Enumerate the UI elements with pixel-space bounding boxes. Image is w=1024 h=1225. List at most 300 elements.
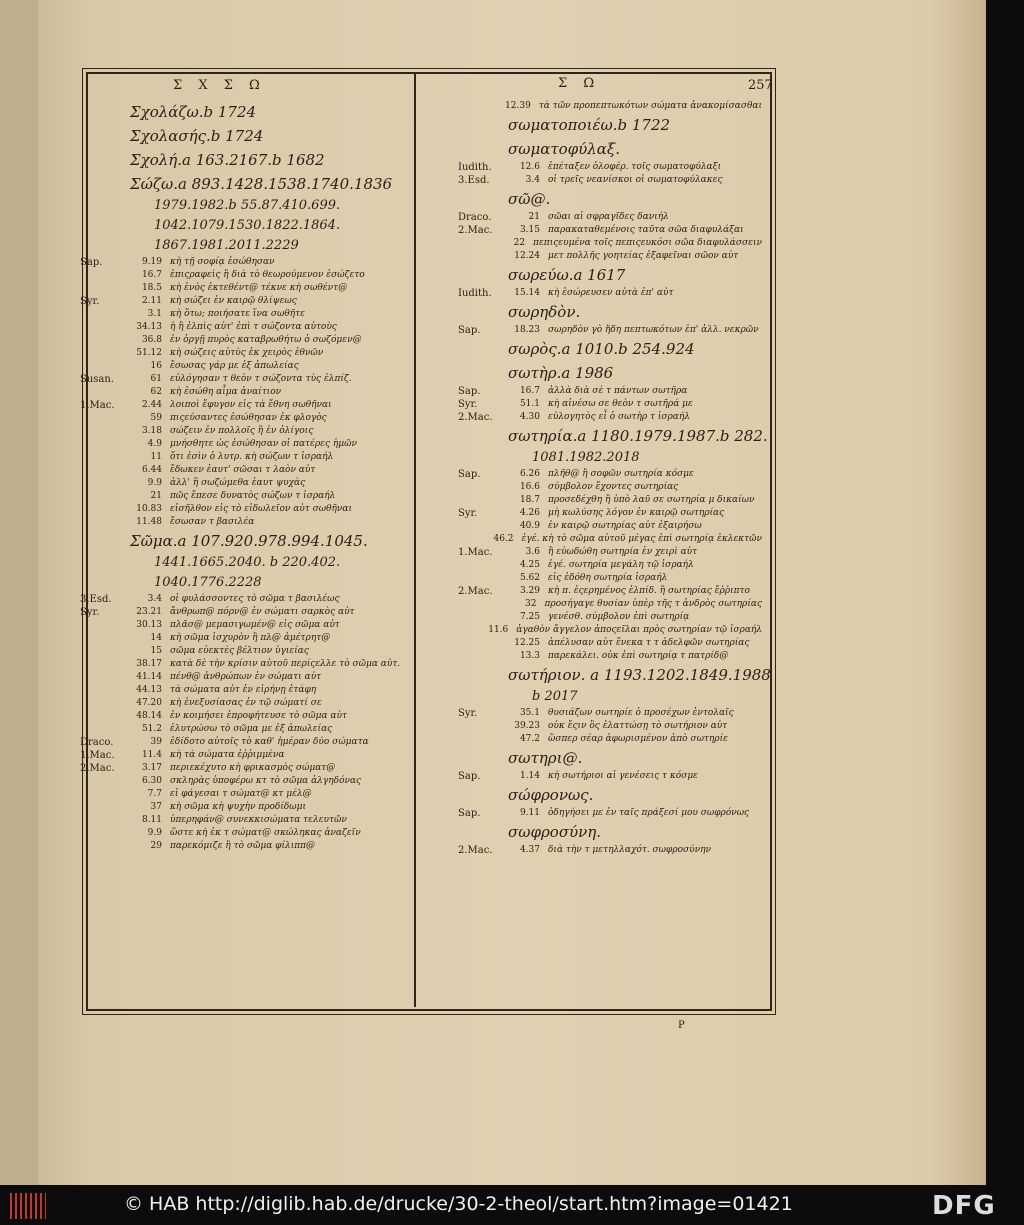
- source-abbrev: Syr.: [458, 508, 478, 519]
- entry-row: [458, 211, 762, 224]
- source-abbrev: Draco.: [458, 212, 492, 223]
- verse-reference: 15.14: [514, 288, 540, 298]
- quotation-text: ἐπιςραφεὶς ἢ διὰ τὸ θεωρούμενον ἐσώζετο: [170, 270, 365, 280]
- source-abbrev: [80, 360, 124, 373]
- headword: Σώζω.a 893.1428.1538.1740.1836: [130, 175, 393, 193]
- entry-row: [458, 707, 762, 720]
- verse-reference: 4.26: [519, 508, 540, 518]
- headword: Σχολασής.b 1724: [130, 127, 264, 145]
- verse-reference: 8.11: [141, 815, 162, 825]
- quotation-text: ἔδωκεν ἑαυτ' σῶσαι τ λαὸν αὐτ: [170, 465, 316, 475]
- entry-row: [458, 611, 762, 624]
- source-abbrev: [80, 425, 124, 438]
- entry-row: [458, 585, 762, 598]
- source-abbrev: [458, 237, 494, 250]
- entry-row: [80, 710, 410, 723]
- column-divider: [414, 72, 416, 1007]
- entry-row: [458, 520, 762, 533]
- quotation-text: κὴ σωτήριοι αἱ γενέσεις τ κόσμε: [548, 771, 698, 781]
- entry-row: [80, 723, 410, 736]
- headword-refs-continued: 1441.1665.2040. b 220.402.: [154, 555, 341, 570]
- quotation-text: ὑπερηφάν@ συνεκκισώματα τελευτῶν: [170, 815, 347, 825]
- quotation-text: σύμβολον ἔχοντες σωτηρίας: [548, 482, 679, 492]
- source-abbrev: [80, 632, 124, 645]
- entry-row: [80, 282, 410, 295]
- headword-refs-continued: 1081.1982.2018: [532, 450, 640, 465]
- verse-reference: 37: [150, 802, 162, 812]
- verse-reference: 51.1: [519, 399, 540, 409]
- source-abbrev: [80, 684, 124, 697]
- headword: σωματοποιέω.b 1722: [508, 116, 671, 134]
- verse-reference: 38.17: [136, 659, 162, 669]
- quotation-text: ἐγέ. κὴ τὸ σῶμα αὐτοῦ μέγας ἐπὶ σωτηρίᾳ ἐκλεκτῶν: [521, 534, 762, 544]
- entry-row: [80, 321, 410, 334]
- quotation-text: ἄνθρωπ@ πόρν@ ἐν σώματι σαρκὸς αὐτ: [170, 607, 355, 617]
- quotation-text: παρεκόμιζε ἢ τὸ σῶμα φίλιππ@: [170, 841, 316, 851]
- source-abbrev: [80, 710, 124, 723]
- source-abbrev: Iudith.: [458, 162, 492, 173]
- quotation-text: ἐδίδοτο αὐτοῖς τὸ καθ' ἡμέραν δύο σώματα: [170, 737, 369, 747]
- entry-row: [80, 477, 410, 490]
- entry-row: [80, 788, 410, 801]
- entry-row: [458, 720, 762, 733]
- quotation-text: ἔσωσας γάρ με ἐξ ἀπωλείας: [170, 361, 299, 371]
- quotation-text: πῶς ἔπεσε δυνατὸς σώζων τ ἰσραήλ: [170, 491, 336, 501]
- verse-reference: 29: [150, 841, 162, 851]
- quotation-text: κὴ ἐνεξυσίασας ἐν τῷ σώματί σε: [170, 698, 322, 708]
- source-abbrev: [80, 438, 124, 451]
- quotation-text: προσεδέχθη ἢ ὑπὸ λαῦ σε σωτηρία μ δικαίων: [548, 495, 755, 505]
- entry-row: [458, 770, 762, 783]
- entry-row: [80, 256, 410, 269]
- verse-reference: 6.30: [141, 776, 162, 786]
- verse-reference: 12.6: [519, 162, 540, 172]
- book-page: [38, 0, 986, 1185]
- quotation-text: οἱ φυλάσσοντες τὸ σῶμα τ βασιλέως: [170, 594, 340, 604]
- entry-row: [80, 697, 410, 710]
- entry-row: [80, 308, 410, 321]
- source-abbrev: [80, 801, 124, 814]
- verse-reference: 10.83: [136, 504, 162, 514]
- headword: σωτήριον. a 1193.1202.1849.1988: [508, 666, 771, 684]
- entry-row: [80, 814, 410, 827]
- signature-mark: P: [678, 1020, 685, 1031]
- entry-row: [80, 386, 410, 399]
- verse-reference: 4.37: [519, 845, 540, 855]
- verse-reference: 47.2: [519, 734, 540, 744]
- source-abbrev: [458, 100, 497, 113]
- quotation-text: μνήσθητε ὡς ἐσώθησαν οἱ πατέρες ἡμῶν: [170, 439, 357, 449]
- quotation-text: ἔσωσαν τ βασιλέα: [170, 517, 255, 527]
- headword: Σῶμα.a 107.920.978.994.1045.: [130, 532, 368, 550]
- headword: σωτηρι@.: [508, 749, 583, 767]
- source-abbrev: [80, 671, 124, 684]
- quotation-text: σῶαι αἱ σφραγῖδες δανιήλ: [548, 212, 669, 222]
- quotation-text: τὰ τῶν προπεπτωκότων σώματα ἀνακομίσασθαι: [538, 101, 762, 111]
- entry-row: [80, 619, 410, 632]
- headword: σωρὸς.a 1010.b 254.924: [508, 340, 695, 358]
- source-abbrev: Susan.: [80, 374, 115, 385]
- source-abbrev: [458, 650, 502, 663]
- verse-reference: 48.14: [136, 711, 162, 721]
- source-abbrev: Sap.: [458, 771, 481, 782]
- entry-row: [458, 494, 762, 507]
- entry-row: [458, 411, 762, 424]
- entry-row: [80, 658, 410, 671]
- verse-reference: 44.13: [136, 685, 162, 695]
- source-abbrev: [80, 723, 124, 736]
- quotation-text: σωρηδὸν γὸ ἤδη πεπτωκότων ἐπ' ἀλλ. νεκρῶν: [548, 325, 759, 335]
- source-abbrev: [80, 827, 124, 840]
- entry-row: [458, 598, 762, 611]
- verse-reference: 1.14: [519, 771, 540, 781]
- source-abbrev: [458, 559, 502, 572]
- source-abbrev: 2.Mac.: [458, 845, 493, 856]
- quotation-text: ἀλλὰ διὰ σὲ τ πάντων σωτῆρα: [548, 386, 688, 396]
- source-abbrev: Draco.: [80, 737, 114, 748]
- quotation-text: κὴ σῶμα ἰσχυρὸν ἢ πλ@ ἀμέτρητ@: [170, 633, 331, 643]
- source-abbrev: [80, 412, 124, 425]
- entry-row: [458, 572, 762, 585]
- verse-reference: 18.23: [514, 325, 540, 335]
- source-abbrev: [80, 503, 124, 516]
- source-abbrev: [80, 464, 124, 477]
- entry-row: [80, 645, 410, 658]
- entry-row: [80, 399, 410, 412]
- quotation-text: περιεκέχυτο κὴ φρικασμὸς σώματ@: [170, 763, 336, 773]
- entry-row: [458, 733, 762, 746]
- quotation-text: ἀπέλυσαν αὐτ ἕνεκα τ τ ἀδελφῶν σωτηρίας: [548, 638, 750, 648]
- entry-row: [458, 546, 762, 559]
- quotation-text: σῶμα εὐεκτὲς βέλτιον ὑγιείας: [170, 646, 309, 656]
- headword: σωτὴρ.a 1986: [508, 364, 614, 382]
- source-abbrev: [80, 645, 124, 658]
- source-abbrev: [458, 481, 502, 494]
- verse-reference: 4.25: [519, 560, 540, 570]
- quotation-text: ἐν ὀργῇ πυρὸς καταβρωθήτω ὁ σωζόμεν@: [170, 335, 362, 345]
- entry-row: [80, 736, 410, 749]
- entry-row: [80, 801, 410, 814]
- source-abbrev: 2.Mac.: [458, 586, 493, 597]
- source-abbrev: Sap.: [458, 325, 481, 336]
- verse-reference: 51.2: [141, 724, 162, 734]
- entry-row: [80, 347, 410, 360]
- verse-reference: 11: [150, 452, 162, 462]
- source-abbrev: 3.Esd.: [458, 175, 490, 186]
- verse-reference: 61: [150, 374, 162, 384]
- verse-reference: 2.11: [141, 296, 162, 306]
- quotation-text: κὴ τῇ σοφίᾳ ἐσώθησαν: [170, 257, 275, 267]
- source-abbrev: [80, 282, 124, 295]
- entry-row: [80, 606, 410, 619]
- source-abbrev: [80, 451, 124, 464]
- verse-reference: 3.6: [525, 547, 540, 557]
- source-abbrev: [458, 624, 485, 637]
- source-abbrev: Sap.: [458, 469, 481, 480]
- quotation-text: εὐλογητὸς εἶ ὁ σωτὴρ τ ἰσραήλ: [548, 412, 690, 422]
- verse-reference: 12.39: [505, 101, 531, 111]
- quotation-text: ὥσπερ σέαρ ἀφωρισμένον ἀπὸ σωτηρίε: [548, 734, 728, 744]
- entry-row: [80, 334, 410, 347]
- quotation-text: σώζειν ἐν πολλοῖς ἢ ἐν ὀλίγοις: [170, 426, 314, 436]
- verse-reference: 46.2: [493, 534, 514, 544]
- entry-row: [458, 507, 762, 520]
- source-abbrev: [458, 611, 502, 624]
- verse-reference: 9.9: [147, 478, 162, 488]
- entry-row: [458, 637, 762, 650]
- dfg-logo: DFG: [932, 1191, 996, 1221]
- source-abbrev: Sap.: [458, 808, 481, 819]
- source-url[interactable]: © HAB http://diglib.hab.de/drucke/30-2-theol/start.htm?image=01421: [124, 1193, 793, 1215]
- entry-row: [458, 287, 762, 300]
- headword: Σχολή.a 163.2167.b 1682: [130, 151, 325, 169]
- verse-reference: 2.44: [141, 400, 162, 410]
- verse-reference: 9.19: [141, 257, 162, 267]
- verse-reference: 3.17: [141, 763, 162, 773]
- quotation-text: πλῆθ@ ἢ σοφῶν σωτηρία κόσμε: [548, 469, 694, 479]
- source-abbrev: [80, 814, 124, 827]
- verse-reference: 16.7: [141, 270, 162, 280]
- source-abbrev: 1.Mac.: [80, 400, 115, 411]
- verse-reference: 16.6: [519, 482, 540, 492]
- headword: σώφρονως.: [508, 786, 594, 804]
- source-abbrev: 2.Mac.: [458, 225, 493, 236]
- quotation-text: κὴ ἑνὸς ἐκτεθέντ@ τέκνε κὴ σωθέντ@: [170, 283, 348, 293]
- quotation-text: ἐλυτρώσω τὸ σῶμα με ἐξ ἀπωλείας: [170, 724, 333, 734]
- verse-reference: 7.7: [147, 789, 162, 799]
- headword-refs-continued: 1867.1981.2011.2229: [154, 238, 299, 253]
- entry-row: [458, 533, 762, 546]
- source-abbrev: [80, 658, 124, 671]
- quotation-text: κὴ ἐσώθη αἷμα ἀναίτιον: [170, 387, 282, 397]
- verse-reference: 11.4: [141, 750, 162, 760]
- headword-refs-continued: 1979.1982.b 55.87.410.699.: [154, 198, 341, 213]
- source-abbrev: Syr.: [80, 296, 100, 307]
- verse-reference: 22: [513, 238, 526, 248]
- verse-reference: 4.30: [519, 412, 540, 422]
- verse-reference: 3.15: [519, 225, 540, 235]
- verse-reference: 51.12: [136, 348, 162, 358]
- source-abbrev: Sap.: [80, 257, 103, 268]
- entry-row: [458, 100, 762, 113]
- verse-reference: 12.25: [514, 638, 540, 648]
- source-abbrev: [80, 269, 124, 282]
- verse-reference: 39: [150, 737, 162, 747]
- source-abbrev: [80, 788, 124, 801]
- entry-row: [80, 360, 410, 373]
- verse-reference: 15: [150, 646, 162, 656]
- source-abbrev: [458, 494, 502, 507]
- source-abbrev: [80, 697, 124, 710]
- source-abbrev: [80, 347, 124, 360]
- quotation-text: προσήγαγε θυσίαν ὑπὲρ τῆς τ ἀνδρὸς σωτηρίας: [544, 599, 762, 609]
- verse-reference: 11.6: [488, 625, 509, 635]
- headword: σῶ@.: [508, 190, 551, 208]
- entry-row: [80, 373, 410, 386]
- verse-reference: 4.9: [147, 439, 162, 449]
- quotation-text: ἢ εὐωδώθη σωτηρία ἐν χειρὶ αὐτ: [548, 547, 698, 557]
- source-abbrev: [458, 250, 502, 263]
- verse-reference: 6.44: [141, 465, 162, 475]
- source-abbrev: [80, 477, 124, 490]
- verse-reference: 3.18: [141, 426, 162, 436]
- source-abbrev: [80, 840, 124, 853]
- verse-reference: 32: [525, 599, 537, 609]
- verse-reference: 12.24: [514, 251, 540, 261]
- verse-reference: 16: [150, 361, 162, 371]
- entry-row: [458, 844, 762, 857]
- source-abbrev: Syr.: [80, 607, 100, 618]
- source-abbrev: [458, 720, 502, 733]
- entry-row: [80, 269, 410, 282]
- quotation-text: μετ πολλῆς γοητείας ἐξαφεῖναι σῶον αὐτ: [548, 251, 739, 261]
- source-abbrev: [458, 637, 502, 650]
- entry-row: [458, 807, 762, 820]
- entry-row: [458, 324, 762, 337]
- verse-reference: 59: [150, 413, 162, 423]
- source-abbrev: 2.Mac.: [458, 412, 493, 423]
- quotation-text: ὥστε κὴ ἐκ τ σώματ@ σκώληκας ἀναζεῖν: [170, 828, 361, 838]
- quotation-text: παρακαταθεμένοις ταῦτα σῶα διαφυλάξαι: [548, 225, 744, 235]
- quotation-text: κὴ αἰνέσω σε θεὸν τ σωτῆρά με: [548, 399, 693, 409]
- quotation-text: θυσιάζων σωτηρίε ὁ προσέχων ἐντολαῖς: [548, 708, 734, 718]
- entry-row: [458, 559, 762, 572]
- quotation-text: μὴ κωλύσης λόγον ἐν καιρῷ σωτηρίας: [548, 508, 725, 518]
- quotation-text: κατὰ δὲ τὴν κρίσιν αὐτοῦ περίςελλε τὸ σῶμα αὐτ.: [170, 659, 401, 669]
- quotation-text: σκληρὰς ὑποφέρω κτ τὸ σῶμα ἀλγηδόνας: [170, 776, 362, 786]
- source-abbrev: [80, 321, 124, 334]
- entry-row: [80, 516, 410, 529]
- verse-reference: 21: [150, 491, 162, 501]
- quotation-text: γενέσθ. σύμβολον ἐπὶ σωτηρίᾳ: [548, 612, 690, 622]
- verse-reference: 7.25: [519, 612, 540, 622]
- entry-row: [458, 174, 762, 187]
- entry-row: [80, 775, 410, 788]
- verse-reference: 13.3: [519, 651, 540, 661]
- verse-reference: 18.5: [141, 283, 162, 293]
- verse-reference: 62: [150, 387, 162, 397]
- left-column: [80, 100, 410, 853]
- entry-row: [458, 624, 762, 637]
- entry-row: [80, 840, 410, 853]
- quotation-text: εἰσῆλθον εἰς τὸ εἰδωλεῖον αὐτ σωθῆναι: [170, 504, 352, 514]
- headword-refs-continued: b 2017: [532, 689, 578, 704]
- entry-row: [80, 503, 410, 516]
- entry-row: [458, 385, 762, 398]
- headword: σωφροσύνη.: [508, 823, 602, 841]
- source-abbrev: [458, 533, 488, 546]
- verse-reference: 47.20: [136, 698, 162, 708]
- source-abbrev: [80, 308, 124, 321]
- quotation-text: πλᾶσ@ μεμασιγωμέν@ εἰς σῶμα αὐτ: [170, 620, 340, 630]
- verse-reference: 9.11: [519, 808, 540, 818]
- source-abbrev: Sap.: [458, 386, 481, 397]
- quotation-text: κὴ τὰ σώματα ἐῤῥιμμένα: [170, 750, 285, 760]
- verse-reference: 21: [528, 212, 540, 222]
- quotation-text: κὴ σῶμα κὴ ψυχὴν προδίδωμι: [170, 802, 306, 812]
- source-abbrev: Syr.: [458, 708, 478, 719]
- entry-row: [80, 464, 410, 477]
- quotation-text: ὅτι ἐσὶν ὁ λυτρ. κὴ σώζων τ ἰσραήλ: [170, 452, 334, 462]
- source-abbrev: 1.Mac.: [80, 750, 115, 761]
- entry-row: [80, 749, 410, 762]
- verse-reference: 40.9: [519, 521, 540, 531]
- verse-reference: 30.13: [136, 620, 162, 630]
- quotation-text: πιςεύσαντες ἐσώθησαν ἐκ φλογὸς: [170, 413, 327, 423]
- source-abbrev: [458, 733, 502, 746]
- verse-reference: 11.48: [136, 517, 162, 527]
- entry-row: [80, 827, 410, 840]
- source-abbrev: [458, 520, 502, 533]
- entry-row: [80, 490, 410, 503]
- quotation-text: λοιποὶ ἔφυγον εἰς τὰ ἔθνη σωθῆναι: [170, 400, 332, 410]
- source-abbrev: [458, 598, 500, 611]
- entry-row: [458, 650, 762, 663]
- source-abbrev: [80, 619, 124, 632]
- viewer-footer: [0, 1185, 1024, 1225]
- quotation-text: ὁδηγήσει με ἐν ταῖς πράξεσί μου σωφρόνως: [548, 808, 750, 818]
- source-abbrev: [80, 334, 124, 347]
- verse-reference: 9.9: [147, 828, 162, 838]
- source-abbrev: Iudith.: [458, 288, 492, 299]
- quotation-text: οὐκ ἔςιν ὃς ἐλαττώσῃ τὸ σωτήριον αὐτ: [548, 721, 728, 731]
- entry-row: [80, 295, 410, 308]
- quotation-text: πένθ@ ἀνθρώπων ἐν σώματι αὐτ: [170, 672, 322, 682]
- entry-row: [80, 412, 410, 425]
- headword: σωματοφύλαξ.: [508, 140, 620, 158]
- headword-refs-continued: 1040.1776.2228: [154, 575, 262, 590]
- source-abbrev: [80, 775, 124, 788]
- entry-row: [458, 398, 762, 411]
- quotation-text: κὴ σώζεις αὐτὺς ἐκ χειρὸς ἐθνῶν: [170, 348, 324, 358]
- entry-row: [80, 425, 410, 438]
- quotation-text: ἐγέ. σωτηρία μεγάλη τῷ ἰσραήλ: [548, 560, 694, 570]
- headword: σωτηρία.a 1180.1979.1987.b 282.: [508, 427, 768, 445]
- quotation-text: ἐν κοιμήσει ἐπροφήτευσε τὸ σῶμα αὐτ: [170, 711, 347, 721]
- source-abbrev: [80, 516, 124, 529]
- quotation-text: εἰ φάγεσαι τ σώματ@ κτ μέλ@: [170, 789, 312, 799]
- entry-row: [80, 451, 410, 464]
- verse-reference: 5.62: [519, 573, 540, 583]
- verse-reference: 41.14: [136, 672, 162, 682]
- quotation-text: ἀγαθὸν ἄγγελον ἀποςεῖλαι πρὸς σωτηρίαν τῷ ἰσραήλ: [516, 625, 762, 635]
- running-head-right: Σ Ω: [558, 76, 601, 91]
- verse-reference: 39.23: [514, 721, 540, 731]
- source-abbrev: 1.Mac.: [458, 547, 493, 558]
- entry-row: [458, 161, 762, 174]
- entry-row: [458, 224, 762, 237]
- verse-reference: 18.7: [519, 495, 540, 505]
- quotation-text: κὴ ἐσώρευσεν αὐτὰ ἐπ' αὐτ: [548, 288, 674, 298]
- page-number: 257: [748, 78, 773, 93]
- verse-reference: 35.1: [519, 708, 540, 718]
- headword-refs-continued: 1042.1079.1530.1822.1864.: [154, 218, 341, 233]
- entry-row: [458, 468, 762, 481]
- verse-reference: 3.4: [525, 175, 540, 185]
- verse-reference: 34.13: [136, 322, 162, 332]
- quotation-text: εὐλόγησαν τ θεὸν τ σώζοντα τὺς ἐλπίζ.: [170, 374, 352, 384]
- source-abbrev: [80, 386, 124, 399]
- verse-reference: 3.29: [519, 586, 540, 596]
- verse-reference: 23.21: [136, 607, 162, 617]
- quotation-text: κὴ ὅτω; ποιήσατε ἵνα σωθῆτε: [170, 309, 305, 319]
- source-abbrev: [458, 572, 502, 585]
- entry-row: [458, 237, 762, 250]
- entry-row: [458, 250, 762, 263]
- quotation-text: ἐν καιρῷ σωτηρίας αὐτ ἐξαιρήσω: [548, 521, 702, 531]
- quotation-text: εἰς ἐδόθη σωτηρία ἰσραήλ: [548, 573, 668, 583]
- source-abbrev: 2.Mac.: [80, 763, 115, 774]
